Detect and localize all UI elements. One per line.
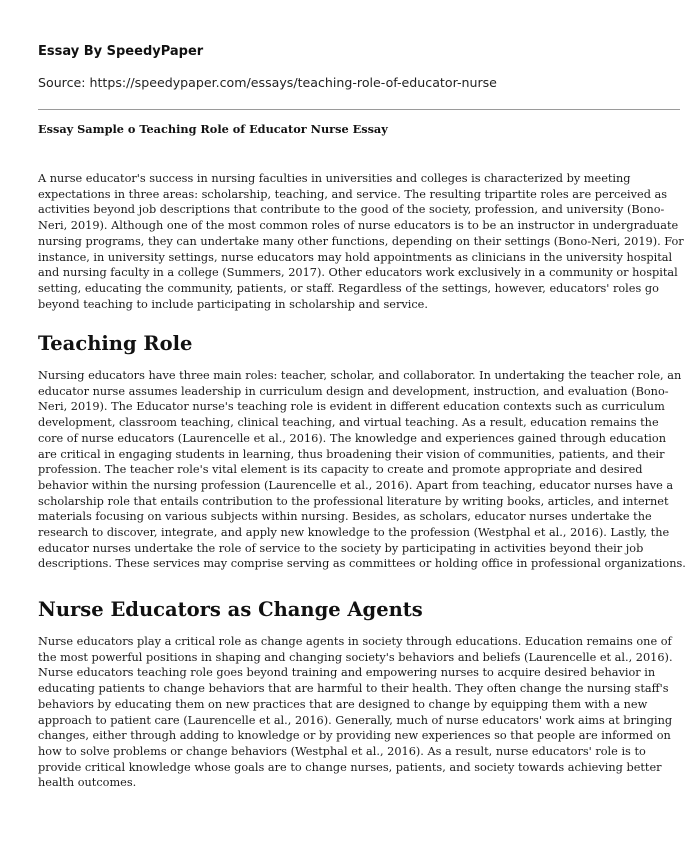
essay-title: Essay Sample o Teaching Role of Educator Nurse Essay — [38, 122, 388, 136]
section-heading-change-agents: Nurse Educators as Change Agents — [38, 598, 423, 621]
site-brand: Essay By SpeedyPaper — [38, 44, 204, 59]
intro-paragraph: A nurse educator's success in nursing faculties in universities and colleges is characterized by meeting expectations in three areas: scholarship, teaching, and service. The resulting tripartite roles are perceived as activities beyond job descriptions that contribute to the good of the society, profession, and university (Bono-Neri, 2019). Although one of the most common roles of nurse educators is to be an instructor in undergraduate nursing programs, they can undertake many other functions, depending on their settings (Bono-Neri, 2019). For instance, in university settings, nurse educators may hold appointments as clinicians in the university hospital and nursing faculty in a college (Summers, 2017). Other educators work exclusively in a community or hospital setting, educating the community, patients, or staff. Regardless of the settings, however, educators' roles go beyond teaching to include participating in scholarship and service. — [38, 172, 684, 311]
section-paragraph-teaching-role: Nursing educators have three main roles: teacher, scholar, and collaborator. In undertaking the teacher role, an educator nurse assumes leadership in curriculum design and development, instruction, and evaluation (Bono-Neri, 2019). The Educator nurse's teaching role is evident in different education contexts such as curriculum development, classroom teaching, clinical teaching, and virtual teaching. As a result, education remains the core of nurse educators (Laurencelle et al., 2016). The knowledge and experiences gained through education are critical in engaging students in learning, thus broadening their vision of communities, patients, and their profession. The teacher role's vital element is its capacity to create and promote appropriate and desired behavior within the nursing profession (Laurencelle et al., 2016). Apart from teaching, educator nurses have a scholarship role that entails contribution to the professional literature by writing books, articles, and internet materials focusing on various subjects within nursing. Besides, as scholars, educator nurses undertake the research to discover, integrate, and apply new knowledge to the profession (Westphal et al., 2016). Lastly, the educator nurses undertake the role of service to the society by participating in activities beyond their job descriptions. These services may comprise serving as committees or holding office in professional organizations. — [38, 369, 686, 571]
source-line: Source: https://speedypaper.com/essays/teaching-role-of-educator-nurse — [38, 75, 497, 90]
section-heading-teaching-role: Teaching Role — [38, 332, 193, 355]
section-paragraph-change-agents: Nurse educators play a critical role as change agents in society through educations. Education remains one of the most powerful positions in shaping and changing society's behaviors and beliefs (Laurencelle et al., 2016). Nurse educators teaching role goes beyond training and empowering nurses to acquire desired behavior in educating patients to change behaviors that are harmful to their health. They often change the nursing staff's behaviors by educating them on new practices that are designed to change by equipping them with a new approach to patient care (Laurencelle et al., 2016). Generally, much of nurse educators' work aims at bringing changes, either through adding to knowledge or by providing new experiences so that people are informed on how to solve problems or change behaviors (Westphal et al., 2016). As a result, nurse educators' role is to provide critical knowledge whose goals are to change nurses, patients, and society towards achieving better health outcomes. — [38, 635, 673, 790]
header-divider — [38, 109, 680, 110]
